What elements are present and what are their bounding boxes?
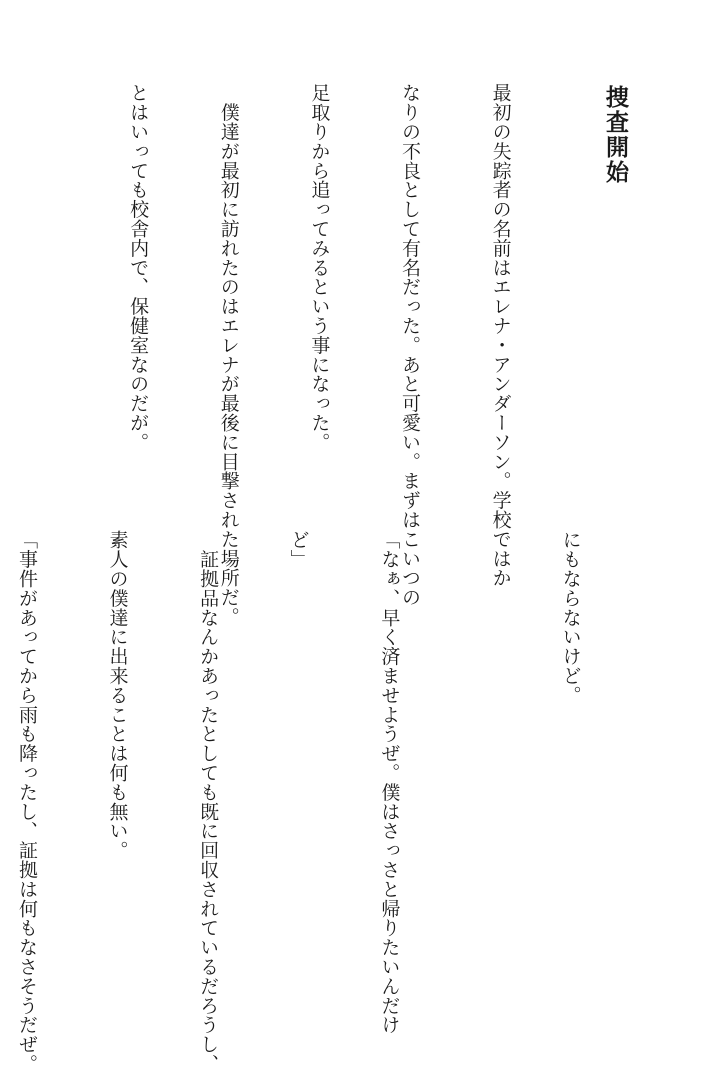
text-line: 最初の失踪者の名前はエレナ・アンダーソン。学校ではか — [489, 83, 512, 588]
blank-line — [465, 530, 495, 970]
text-line: 素人の僕達に出来ることは何も無い。 — [106, 530, 129, 860]
text-line: 「事件があってから雨も降ったし、証拠は何もなさそうだぜ。 — [15, 530, 38, 1073]
chapter-title: 捜査開始 — [602, 85, 628, 185]
text-line: 足取りから追ってみるという事になった。 — [308, 83, 331, 452]
text-line: とはいっても校舎内で、保健室なのだが。 — [127, 83, 150, 452]
text-line: 僕達が最初に訪れたのはエレナが最後に目撃された場所だ。 — [217, 83, 240, 627]
text-line: 「なぁ、早く済ませようぜ。僕はさっさと帰りたいんだけ — [378, 530, 401, 1035]
text-line: なりの不良として有名だった。あと可愛い。まずはこいつの — [398, 83, 421, 607]
blank-line — [32, 83, 62, 523]
text-line: 証拠品なんかあったとしても既に回収されているだろうし、 — [197, 530, 220, 1073]
text-line: ど」 — [287, 530, 310, 569]
text-line: にもならないけど。 — [559, 530, 582, 705]
text-block-bottom — [15, 530, 646, 1073]
text-block-top — [106, 83, 576, 627]
